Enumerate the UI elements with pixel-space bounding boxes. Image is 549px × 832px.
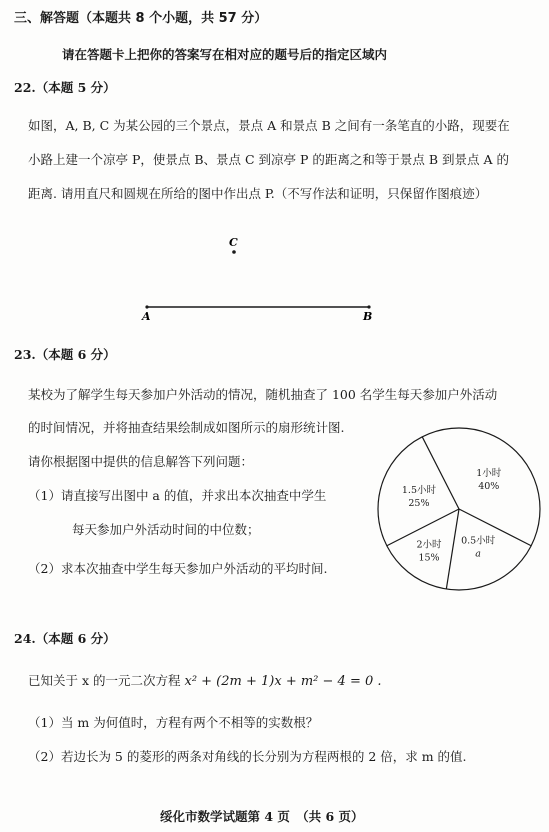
pie-slice-label-1: 0.5小时 [461,535,496,547]
q24-stem [28,673,382,690]
q24-stem-prefix: 已知关于 x 的一元二次方程 [28,673,185,688]
q23-intro-2: 的时间情况，并将抽查结果绘制成如图所示的扇形统计图. [28,420,345,435]
label-a: A [142,310,151,323]
q23-sub1-line1: （1）请直接写出图中 a 的值，并求出本次抽查中学生 [28,488,327,503]
pie-slice-value-3: 25% [408,497,430,509]
q22-number: 22.（本题 5 分） [14,80,116,95]
q22-line-1: 如图，A, B, C 为某公园的三个景点，景点 A 和景点 B 之间有一条笔直的小路，现要在 [28,118,510,133]
pie-slice-value-2: 15% [418,552,440,564]
section-heading: 三、解答题（本题共 8 个小题，共 57 分） [14,11,268,26]
q24-sub1: （1）当 m 为何值时，方程有两个不相等的实数根？ [28,715,319,730]
q22-line-2: 小路上建一个凉亭 P，使景点 B、景点 C 到凉亭 P 的距离之和等于景点 B 到景点 A 的 [28,152,510,167]
q23-sub1-line2: 每天参加户外活动时间的中位数； [72,522,260,537]
q23-sub2: （2）求本次抽查中学生每天参加户外活动的平均时间. [28,561,328,576]
q24-number: 24.（本题 6 分） [14,631,116,646]
pie-slice-value-0: 40% [478,481,500,493]
pie-slice-boundary-2 [446,509,459,589]
q24-sub2: （2）若边长为 5 的菱形的两条对角线的长分别为方程两根的 2 倍，求 m 的值. [28,749,467,764]
pie-slice-label-2: 2小时 [416,539,442,551]
pie-slice-label-3: 1.5小时 [401,484,436,496]
q23-prompt: 请你根据图中提供的信息解答下列问题： [28,454,254,469]
q22-line-3: 距离. 请用直尺和圆规在所给的图中作出点 P.（不写作法和证明，只保留作图痕迹） [28,186,488,201]
q23-number: 23.（本题 6 分） [14,347,116,362]
label-b: B [363,310,373,323]
q23-intro-1: 某校为了解学生每天参加户外活动的情况，随机抽查了 100 名学生每天参加户外活动 [28,387,498,402]
pie-slice-label-0: 1小时 [476,468,502,480]
pie-slice-value-1: a [475,548,481,560]
section-instruction: 请在答题卡上把你的答案写在相对应的题号后的指定区域内 [62,47,388,62]
q24-equation: x² + (2m + 1)x + m² − 4 = 0 . [184,674,382,689]
page-footer: 绥化市数学试题第 4 页 （共 6 页） [160,809,364,824]
label-c: C [229,236,238,249]
